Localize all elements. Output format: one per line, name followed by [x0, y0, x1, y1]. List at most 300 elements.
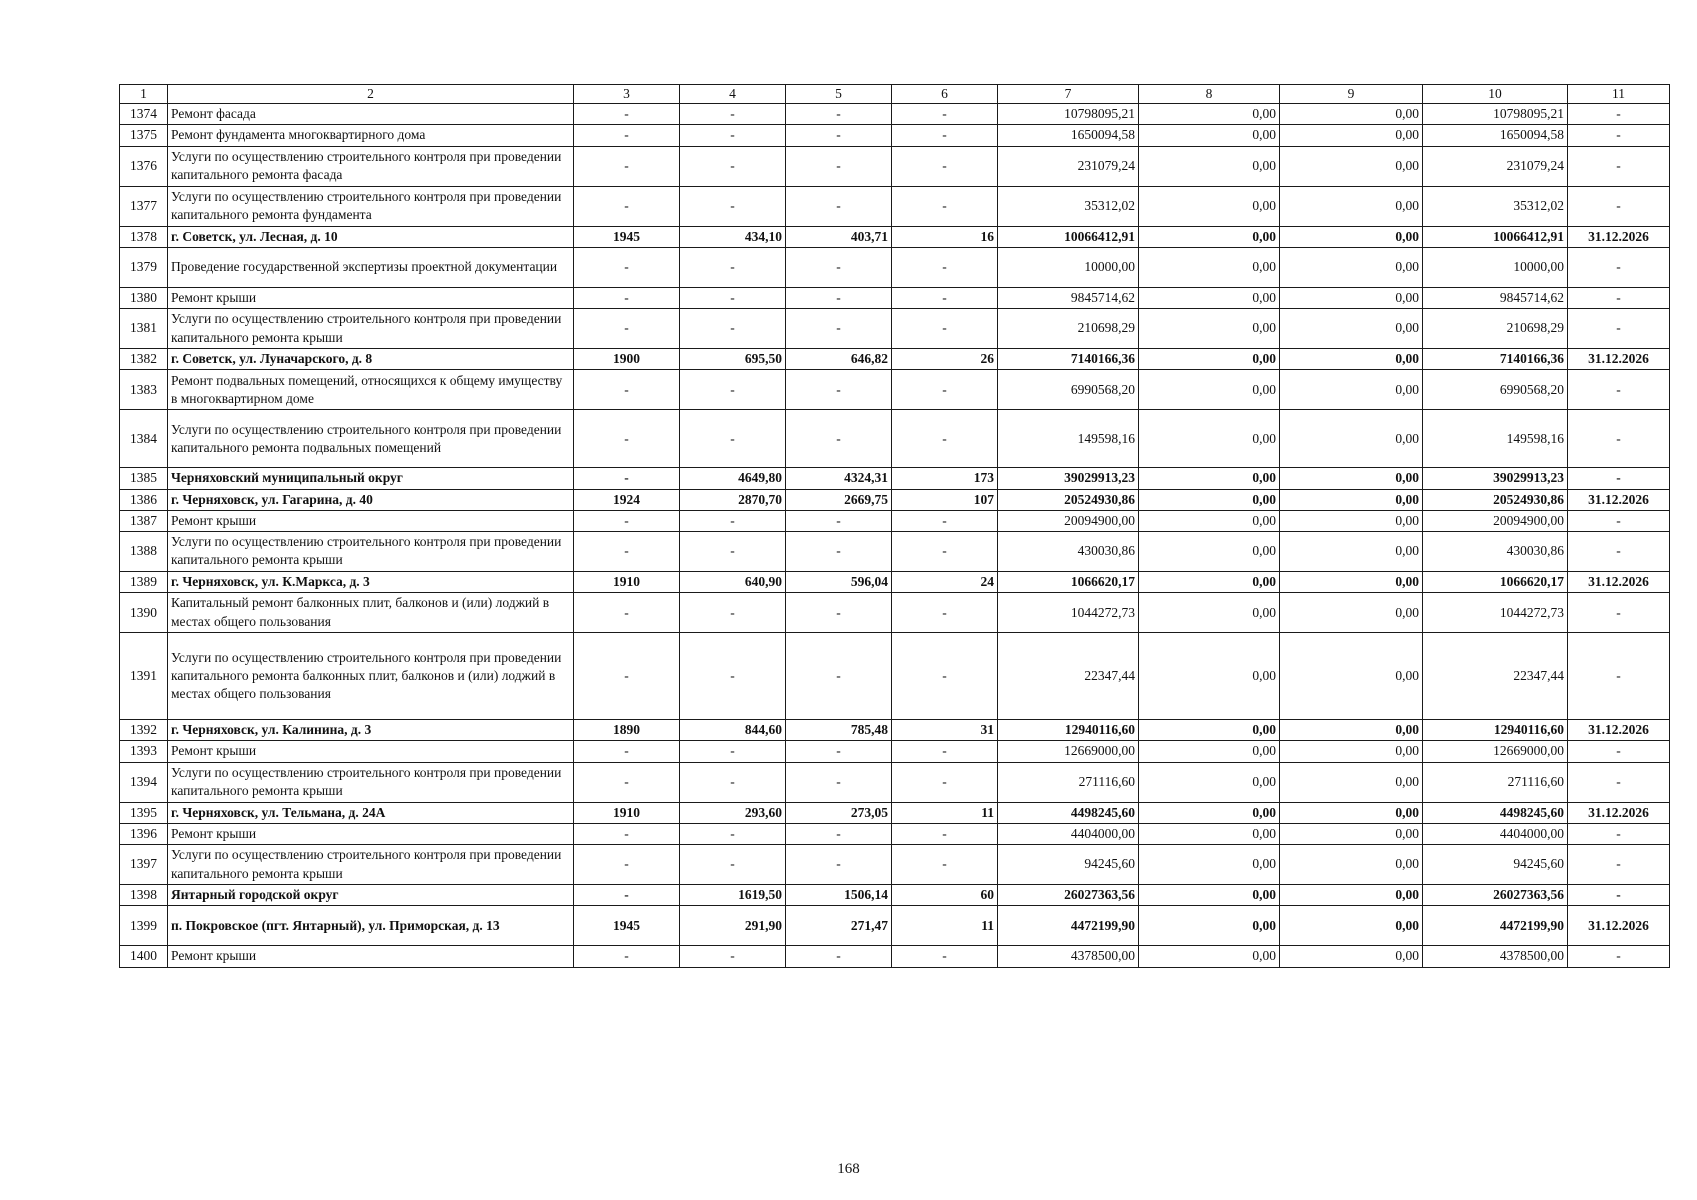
table-row	[120, 633, 1670, 720]
cell-col6: -	[892, 510, 998, 531]
cell-col4: 434,10	[680, 226, 786, 247]
cell-col8: 0,00	[1139, 802, 1280, 823]
cell-col7: 4404000,00	[998, 823, 1139, 844]
cell-col11: -	[1568, 309, 1670, 349]
row-name: г. Черняховск, ул. К.Маркса, д. 3	[168, 571, 574, 592]
cell-col11: -	[1568, 247, 1670, 287]
cell-col5: -	[786, 762, 892, 802]
repair-program-table	[119, 84, 1670, 968]
table-row	[120, 531, 1670, 571]
cell-col7: 10000,00	[998, 247, 1139, 287]
cell-col8: 0,00	[1139, 104, 1280, 125]
cell-col10: 149598,16	[1423, 410, 1568, 468]
cell-col8: 0,00	[1139, 125, 1280, 146]
row-number: 1383	[120, 370, 168, 410]
cell-col10: 10066412,91	[1423, 226, 1568, 247]
cell-col5: -	[786, 510, 892, 531]
table-row	[120, 885, 1670, 906]
cell-col9: 0,00	[1280, 468, 1423, 489]
cell-col7: 39029913,23	[998, 468, 1139, 489]
cell-col11: -	[1568, 370, 1670, 410]
row-number: 1393	[120, 741, 168, 762]
cell-col9: 0,00	[1280, 247, 1423, 287]
cell-col10: 4472199,90	[1423, 906, 1568, 946]
register-sheet	[119, 84, 1669, 968]
cell-col4: -	[680, 845, 786, 885]
row-number: 1389	[120, 571, 168, 592]
cell-col10: 12940116,60	[1423, 720, 1568, 741]
cell-col3: -	[574, 845, 680, 885]
cell-col6: -	[892, 247, 998, 287]
cell-col5: -	[786, 104, 892, 125]
table-row	[120, 906, 1670, 946]
cell-col9: 0,00	[1280, 845, 1423, 885]
row-name: Услуги по осуществлению строительного контроля при проведении капитального ремонта крыши	[168, 531, 574, 571]
table-row	[120, 802, 1670, 823]
cell-col5: -	[786, 946, 892, 967]
cell-col7: 12940116,60	[998, 720, 1139, 741]
page-number: 168	[837, 1161, 860, 1177]
cell-col3: -	[574, 370, 680, 410]
table-row	[120, 104, 1670, 125]
cell-col5: 273,05	[786, 802, 892, 823]
cell-col11: -	[1568, 104, 1670, 125]
cell-col5: 596,04	[786, 571, 892, 592]
cell-col10: 1650094,58	[1423, 125, 1568, 146]
cell-col11: -	[1568, 885, 1670, 906]
cell-col6: -	[892, 410, 998, 468]
row-name: Янтарный городской округ	[168, 885, 574, 906]
cell-col11: -	[1568, 186, 1670, 226]
cell-col3: -	[574, 593, 680, 633]
cell-col5: 4324,31	[786, 468, 892, 489]
column-header: 10	[1423, 85, 1568, 104]
cell-col5: -	[786, 593, 892, 633]
cell-col6: -	[892, 104, 998, 125]
cell-col7: 430030,86	[998, 531, 1139, 571]
cell-col6: 24	[892, 571, 998, 592]
cell-col6: -	[892, 741, 998, 762]
cell-col7: 149598,16	[998, 410, 1139, 468]
table-row	[120, 593, 1670, 633]
cell-col11: -	[1568, 633, 1670, 720]
cell-col3: 1910	[574, 802, 680, 823]
cell-col10: 39029913,23	[1423, 468, 1568, 489]
cell-col7: 231079,24	[998, 146, 1139, 186]
cell-col7: 1044272,73	[998, 593, 1139, 633]
cell-col3: 1945	[574, 906, 680, 946]
cell-col9: 0,00	[1280, 125, 1423, 146]
cell-col11: -	[1568, 741, 1670, 762]
cell-col6: -	[892, 946, 998, 967]
cell-col6: 31	[892, 720, 998, 741]
cell-col5: -	[786, 741, 892, 762]
row-number: 1400	[120, 946, 168, 967]
cell-col9: 0,00	[1280, 741, 1423, 762]
cell-col4: 844,60	[680, 720, 786, 741]
cell-col6: 173	[892, 468, 998, 489]
cell-col5: -	[786, 370, 892, 410]
cell-col7: 35312,02	[998, 186, 1139, 226]
cell-col8: 0,00	[1139, 531, 1280, 571]
cell-col7: 94245,60	[998, 845, 1139, 885]
row-number: 1390	[120, 593, 168, 633]
table-row	[120, 186, 1670, 226]
cell-col8: 0,00	[1139, 247, 1280, 287]
cell-col10: 35312,02	[1423, 186, 1568, 226]
cell-col10: 271116,60	[1423, 762, 1568, 802]
cell-col7: 1066620,17	[998, 571, 1139, 592]
row-number: 1374	[120, 104, 168, 125]
cell-col6: 60	[892, 885, 998, 906]
cell-col7: 9845714,62	[998, 287, 1139, 308]
cell-col4: -	[680, 247, 786, 287]
cell-col8: 0,00	[1139, 370, 1280, 410]
cell-col3: -	[574, 125, 680, 146]
cell-col9: 0,00	[1280, 906, 1423, 946]
table-row	[120, 287, 1670, 308]
cell-col10: 94245,60	[1423, 845, 1568, 885]
row-number: 1380	[120, 287, 168, 308]
cell-col9: 0,00	[1280, 489, 1423, 510]
cell-col9: 0,00	[1280, 104, 1423, 125]
cell-col5: -	[786, 845, 892, 885]
cell-col5: 646,82	[786, 349, 892, 370]
cell-col7: 1650094,58	[998, 125, 1139, 146]
cell-col8: 0,00	[1139, 309, 1280, 349]
row-name: г. Черняховск, ул. Калинина, д. 3	[168, 720, 574, 741]
cell-col3: 1945	[574, 226, 680, 247]
table-row	[120, 247, 1670, 287]
row-name: Услуги по осуществлению строительного контроля при проведении капитального ремонта крыши	[168, 845, 574, 885]
cell-col11: -	[1568, 823, 1670, 844]
cell-col4: -	[680, 370, 786, 410]
cell-col10: 7140166,36	[1423, 349, 1568, 370]
cell-col4: -	[680, 823, 786, 844]
row-name: Услуги по осуществлению строительного контроля при проведении капитального ремонта подвальных помещений	[168, 410, 574, 468]
cell-col3: -	[574, 186, 680, 226]
cell-col9: 0,00	[1280, 633, 1423, 720]
cell-col8: 0,00	[1139, 186, 1280, 226]
table-row	[120, 946, 1670, 967]
cell-col4: 640,90	[680, 571, 786, 592]
cell-col8: 0,00	[1139, 226, 1280, 247]
cell-col5: 403,71	[786, 226, 892, 247]
cell-col7: 10798095,21	[998, 104, 1139, 125]
cell-col3: -	[574, 309, 680, 349]
row-number: 1378	[120, 226, 168, 247]
cell-col7: 271116,60	[998, 762, 1139, 802]
cell-col3: 1910	[574, 571, 680, 592]
row-number: 1396	[120, 823, 168, 844]
table-row	[120, 370, 1670, 410]
cell-col6: 26	[892, 349, 998, 370]
row-number: 1382	[120, 349, 168, 370]
cell-col8: 0,00	[1139, 946, 1280, 967]
cell-col3: -	[574, 410, 680, 468]
cell-col4: -	[680, 125, 786, 146]
cell-col9: 0,00	[1280, 510, 1423, 531]
cell-col4: -	[680, 531, 786, 571]
cell-col9: 0,00	[1280, 946, 1423, 967]
cell-col7: 22347,44	[998, 633, 1139, 720]
cell-col4: 291,90	[680, 906, 786, 946]
cell-col3: -	[574, 762, 680, 802]
row-number: 1391	[120, 633, 168, 720]
cell-col10: 210698,29	[1423, 309, 1568, 349]
cell-col9: 0,00	[1280, 186, 1423, 226]
cell-col6: 11	[892, 802, 998, 823]
cell-col6: -	[892, 762, 998, 802]
cell-col4: 695,50	[680, 349, 786, 370]
table-row	[120, 823, 1670, 844]
cell-col7: 6990568,20	[998, 370, 1139, 410]
cell-col11: -	[1568, 531, 1670, 571]
row-name: Ремонт фасада	[168, 104, 574, 125]
cell-col10: 10000,00	[1423, 247, 1568, 287]
row-number: 1398	[120, 885, 168, 906]
cell-col11: 31.12.2026	[1568, 226, 1670, 247]
table-row	[120, 146, 1670, 186]
cell-col5: 785,48	[786, 720, 892, 741]
cell-col7: 12669000,00	[998, 741, 1139, 762]
cell-col3: -	[574, 287, 680, 308]
cell-col6: 11	[892, 906, 998, 946]
cell-col10: 22347,44	[1423, 633, 1568, 720]
table-row	[120, 468, 1670, 489]
row-number: 1379	[120, 247, 168, 287]
cell-col8: 0,00	[1139, 633, 1280, 720]
cell-col6: -	[892, 531, 998, 571]
cell-col9: 0,00	[1280, 593, 1423, 633]
cell-col3: 1924	[574, 489, 680, 510]
cell-col9: 0,00	[1280, 531, 1423, 571]
row-number: 1375	[120, 125, 168, 146]
cell-col6: -	[892, 845, 998, 885]
cell-col4: 293,60	[680, 802, 786, 823]
cell-col8: 0,00	[1139, 906, 1280, 946]
cell-col5: 1506,14	[786, 885, 892, 906]
cell-col4: -	[680, 410, 786, 468]
cell-col11: -	[1568, 468, 1670, 489]
cell-col10: 1044272,73	[1423, 593, 1568, 633]
row-name: Капитальный ремонт балконных плит, балконов и (или) лоджий в местах общего пользования	[168, 593, 574, 633]
row-number: 1388	[120, 531, 168, 571]
table-body	[120, 104, 1670, 967]
cell-col4: -	[680, 104, 786, 125]
row-number: 1384	[120, 410, 168, 468]
cell-col11: -	[1568, 510, 1670, 531]
table-row	[120, 489, 1670, 510]
cell-col10: 20094900,00	[1423, 510, 1568, 531]
row-name: Услуги по осуществлению строительного контроля при проведении капитального ремонта фасада	[168, 146, 574, 186]
cell-col5: -	[786, 531, 892, 571]
cell-col8: 0,00	[1139, 885, 1280, 906]
cell-col5: -	[786, 287, 892, 308]
cell-col8: 0,00	[1139, 823, 1280, 844]
cell-col10: 20524930,86	[1423, 489, 1568, 510]
cell-col6: -	[892, 633, 998, 720]
cell-col9: 0,00	[1280, 720, 1423, 741]
cell-col5: -	[786, 410, 892, 468]
cell-col4: 1619,50	[680, 885, 786, 906]
cell-col4: -	[680, 287, 786, 308]
cell-col7: 20094900,00	[998, 510, 1139, 531]
cell-col5: 2669,75	[786, 489, 892, 510]
cell-col8: 0,00	[1139, 571, 1280, 592]
column-header: 2	[168, 85, 574, 104]
cell-col9: 0,00	[1280, 146, 1423, 186]
cell-col8: 0,00	[1139, 410, 1280, 468]
row-name: г. Советск, ул. Лесная, д. 10	[168, 226, 574, 247]
cell-col5: 271,47	[786, 906, 892, 946]
cell-col3: -	[574, 946, 680, 967]
cell-col10: 9845714,62	[1423, 287, 1568, 308]
cell-col9: 0,00	[1280, 370, 1423, 410]
column-header: 4	[680, 85, 786, 104]
cell-col3: 1900	[574, 349, 680, 370]
cell-col7: 4498245,60	[998, 802, 1139, 823]
row-number: 1394	[120, 762, 168, 802]
row-name: Услуги по осуществлению строительного контроля при проведении капитального ремонта крыши	[168, 762, 574, 802]
cell-col3: -	[574, 510, 680, 531]
column-header: 9	[1280, 85, 1423, 104]
cell-col3: -	[574, 823, 680, 844]
row-name: Проведение государственной экспертизы проектной документации	[168, 247, 574, 287]
row-number: 1399	[120, 906, 168, 946]
table-row	[120, 349, 1670, 370]
cell-col4: 4649,80	[680, 468, 786, 489]
cell-col4: -	[680, 741, 786, 762]
row-number: 1377	[120, 186, 168, 226]
row-name: Черняховский муниципальный округ	[168, 468, 574, 489]
row-number: 1397	[120, 845, 168, 885]
cell-col4: -	[680, 762, 786, 802]
cell-col11: -	[1568, 845, 1670, 885]
row-name: п. Покровское (пгт. Янтарный), ул. Приморская, д. 13	[168, 906, 574, 946]
table-row	[120, 510, 1670, 531]
cell-col10: 6990568,20	[1423, 370, 1568, 410]
cell-col3: 1890	[574, 720, 680, 741]
cell-col9: 0,00	[1280, 571, 1423, 592]
cell-col8: 0,00	[1139, 489, 1280, 510]
cell-col9: 0,00	[1280, 885, 1423, 906]
cell-col4: -	[680, 633, 786, 720]
cell-col6: -	[892, 287, 998, 308]
cell-col5: -	[786, 125, 892, 146]
cell-col5: -	[786, 186, 892, 226]
column-header: 11	[1568, 85, 1670, 104]
cell-col7: 4378500,00	[998, 946, 1139, 967]
table-row	[120, 845, 1670, 885]
row-name: Ремонт крыши	[168, 287, 574, 308]
cell-col4: -	[680, 510, 786, 531]
cell-col9: 0,00	[1280, 309, 1423, 349]
cell-col10: 12669000,00	[1423, 741, 1568, 762]
cell-col8: 0,00	[1139, 593, 1280, 633]
row-number: 1387	[120, 510, 168, 531]
row-name: Ремонт крыши	[168, 510, 574, 531]
cell-col9: 0,00	[1280, 823, 1423, 844]
column-header: 7	[998, 85, 1139, 104]
cell-col3: -	[574, 741, 680, 762]
table-row	[120, 226, 1670, 247]
row-name: Ремонт крыши	[168, 946, 574, 967]
cell-col3: -	[574, 468, 680, 489]
cell-col9: 0,00	[1280, 349, 1423, 370]
table-row	[120, 410, 1670, 468]
cell-col11: 31.12.2026	[1568, 802, 1670, 823]
cell-col5: -	[786, 309, 892, 349]
cell-col4: -	[680, 946, 786, 967]
cell-col3: -	[574, 531, 680, 571]
cell-col3: -	[574, 146, 680, 186]
cell-col11: -	[1568, 146, 1670, 186]
cell-col8: 0,00	[1139, 468, 1280, 489]
cell-col7: 210698,29	[998, 309, 1139, 349]
cell-col11: 31.12.2026	[1568, 349, 1670, 370]
cell-col11: 31.12.2026	[1568, 571, 1670, 592]
cell-col11: -	[1568, 762, 1670, 802]
row-number: 1385	[120, 468, 168, 489]
table-row	[120, 741, 1670, 762]
cell-col10: 10798095,21	[1423, 104, 1568, 125]
row-number: 1392	[120, 720, 168, 741]
row-name: г. Черняховск, ул. Гагарина, д. 40	[168, 489, 574, 510]
cell-col6: -	[892, 593, 998, 633]
cell-col8: 0,00	[1139, 349, 1280, 370]
cell-col10: 26027363,56	[1423, 885, 1568, 906]
cell-col8: 0,00	[1139, 146, 1280, 186]
cell-col10: 4378500,00	[1423, 946, 1568, 967]
cell-col10: 1066620,17	[1423, 571, 1568, 592]
row-number: 1376	[120, 146, 168, 186]
cell-col6: -	[892, 370, 998, 410]
cell-col6: 107	[892, 489, 998, 510]
cell-col5: -	[786, 146, 892, 186]
cell-col11: -	[1568, 946, 1670, 967]
row-name: Услуги по осуществлению строительного контроля при проведении капитального ремонта фундамента	[168, 186, 574, 226]
cell-col8: 0,00	[1139, 287, 1280, 308]
cell-col3: -	[574, 885, 680, 906]
cell-col7: 20524930,86	[998, 489, 1139, 510]
column-header: 1	[120, 85, 168, 104]
cell-col11: -	[1568, 593, 1670, 633]
cell-col11: 31.12.2026	[1568, 720, 1670, 741]
cell-col6: 16	[892, 226, 998, 247]
row-name: Ремонт крыши	[168, 741, 574, 762]
cell-col6: -	[892, 125, 998, 146]
cell-col4: -	[680, 593, 786, 633]
cell-col10: 4498245,60	[1423, 802, 1568, 823]
row-name: Ремонт подвальных помещений, относящихся к общему имуществу в многоквартирном доме	[168, 370, 574, 410]
cell-col6: -	[892, 186, 998, 226]
column-header: 8	[1139, 85, 1280, 104]
cell-col6: -	[892, 823, 998, 844]
row-number: 1381	[120, 309, 168, 349]
column-number-row	[120, 85, 1670, 104]
row-name: Услуги по осуществлению строительного контроля при проведении капитального ремонта крыши	[168, 309, 574, 349]
cell-col3: -	[574, 104, 680, 125]
row-name: г. Советск, ул. Луначарского, д. 8	[168, 349, 574, 370]
cell-col10: 4404000,00	[1423, 823, 1568, 844]
table-row	[120, 571, 1670, 592]
cell-col3: -	[574, 247, 680, 287]
cell-col11: -	[1568, 410, 1670, 468]
cell-col5: -	[786, 633, 892, 720]
row-name: г. Черняховск, ул. Тельмана, д. 24А	[168, 802, 574, 823]
table-row	[120, 309, 1670, 349]
